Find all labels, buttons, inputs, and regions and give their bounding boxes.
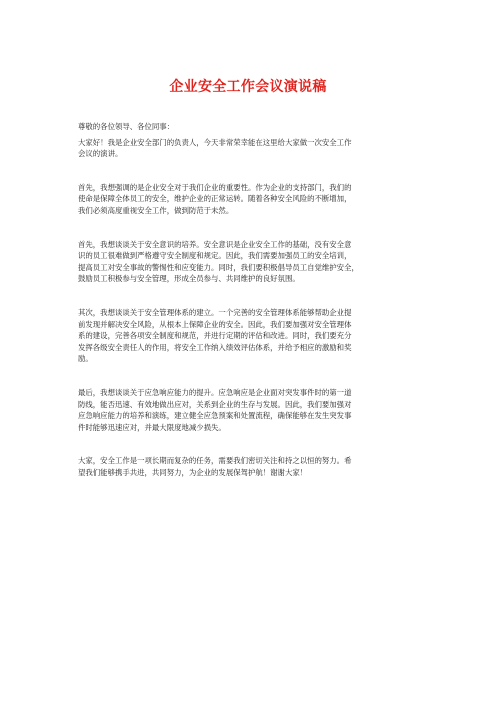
paragraph-6 [78, 455, 434, 478]
paragraph-4 [78, 307, 434, 365]
spacer [78, 160, 434, 182]
paragraph-line: 发挥各级安全责任人的作用，将安全工作纳入绩效评估体系，并给予相应的激励和奖 [78, 342, 352, 352]
paragraph-line: 件时能够迅速应对，并最大限度地减少损失。 [78, 422, 226, 432]
paragraph-line: 励。 [78, 354, 93, 364]
paragraph-1 [78, 137, 434, 160]
document-title: 企业安全工作会议演说稿 [169, 79, 327, 95]
paragraph-line: 系的建设，完善各项安全制度和规范，并进行定期的评估和改进。同时，我们要充分 [78, 331, 352, 341]
document-body [78, 121, 434, 478]
greeting-line: 尊敬的各位领导、各位同事： [78, 122, 175, 131]
spacer [78, 285, 434, 307]
paragraph-2 [78, 182, 434, 217]
paragraph-line: 望我们能够携手共进，共同努力，为企业的发展保驾护航！谢谢大家！ [78, 467, 308, 477]
paragraph-5 [78, 387, 434, 433]
paragraph-line: 提高员工对安全事故的警惕性和应变能力。同时，我们要积极倡导员工自觉维护安全， [78, 262, 359, 272]
paragraph-line: 大家好！我是企业安全部门的负责人，今天非常荣幸能在这里给大家做一次安全工作 [78, 137, 352, 147]
spacer [78, 217, 434, 239]
paragraph-line: 首先，我想强调的是企业安全对于我们企业的重要性。作为企业的支持部门，我们的 [78, 182, 352, 192]
paragraph-line: 应急响应能力的培养和演练，建立健全应急预案和处置流程，确保能够在发生突发事 [78, 411, 352, 421]
paragraph-line: 大家，安全工作是一项长期而复杂的任务，需要我们密切关注和持之以恒的努力。希 [78, 456, 352, 466]
paragraph-line: 识的员工很难做到严格遵守安全制度和规定。因此，我们需要加强员工的安全培训， [78, 251, 352, 261]
paragraph-line: 首先，我想谈谈关于安全意识的培养。安全意识是企业安全工作的基础，没有安全意 [78, 239, 352, 249]
spacer [78, 433, 434, 455]
paragraph-line: 会议的演讲。 [78, 149, 123, 159]
paragraph-line: 防线，能否迅速、有效地做出应对，关系到企业的生存与发展。因此，我们要加强对 [78, 399, 352, 409]
spacer [78, 365, 434, 387]
paragraph-line: 使命是保障全体员工的安全，维护企业的正常运转。随着各种安全风险的不断增加， [78, 194, 352, 204]
paragraph-line: 前发现并解决安全风险，从根本上保障企业的安全。因此，我们要加强对安全管理体 [78, 319, 352, 329]
paragraph-line: 最后，我想谈谈关于应急响应能力的提升。应急响应是企业面对突发事件时的第一道 [78, 387, 352, 397]
paragraph-line: 鼓励员工积极参与安全管理，形成全员参与、共同维护的良好氛围。 [78, 274, 300, 284]
paragraph-line: 其次，我想谈谈关于安全管理体系的建立。一个完善的安全管理体系能够帮助企业提 [78, 307, 352, 317]
paragraph-line: 我们必须高度重视安全工作，做到防范于未然。 [78, 205, 234, 215]
paragraph-3 [78, 239, 434, 285]
